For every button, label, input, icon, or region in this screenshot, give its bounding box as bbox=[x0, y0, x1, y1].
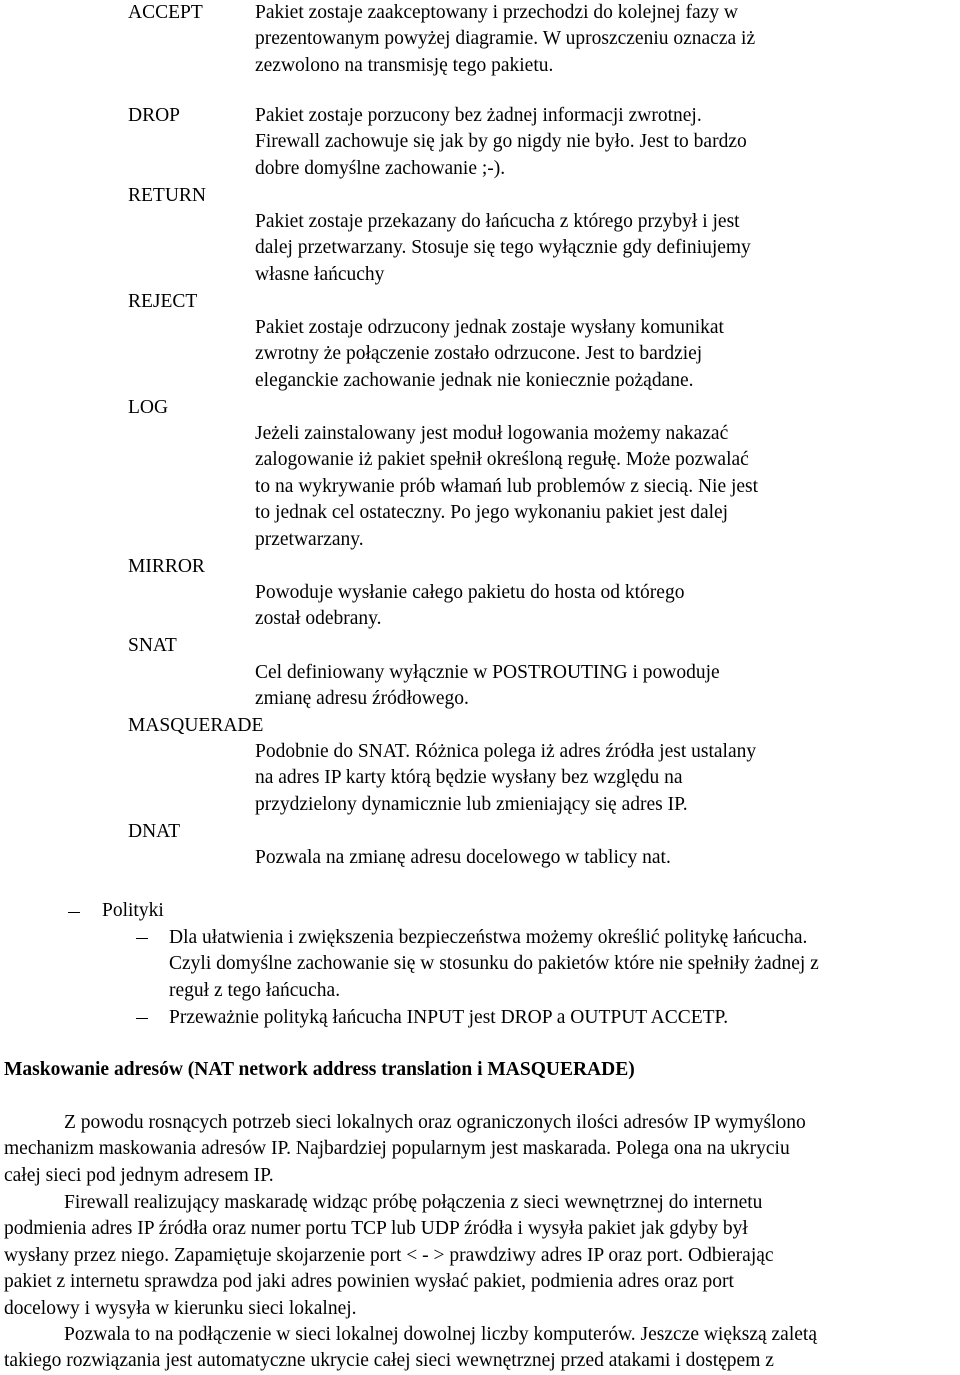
paragraph-line: pakiet z internetu sprawdza pod jaki adres powinien wysłać pakiet, podmienia adres oraz port bbox=[4, 1271, 734, 1293]
term-return: RETURN bbox=[128, 185, 206, 206]
desc-line: Cel definiowany wyłącznie w POSTROUTING i powoduje bbox=[255, 662, 720, 683]
paragraph-2 bbox=[4, 1190, 774, 1322]
desc-dnat bbox=[255, 845, 671, 871]
desc-masquerade bbox=[255, 739, 756, 818]
desc-reject bbox=[255, 315, 724, 394]
desc-return bbox=[255, 209, 751, 288]
list-line: reguł z tego łańcucha. bbox=[169, 979, 341, 1001]
desc-line: to na wykrywanie prób włamań lub problemów z siecią. Nie jest bbox=[255, 475, 759, 497]
desc-line: został odebrany. bbox=[255, 608, 382, 630]
paragraph-line: podmienia adres IP źródła oraz numer portu TCP lub UDP źródła i wysyła pakiet jak gdyby był bbox=[4, 1218, 748, 1240]
desc-line: Firewall zachowuje się jak by go nigdy nie było. Jest to bardzo bbox=[255, 131, 747, 153]
policies-item-1 bbox=[169, 925, 819, 1004]
desc-line: Powoduje wysłanie całego pakietu do hosta od którego bbox=[255, 582, 685, 603]
term-drop: DROP bbox=[128, 105, 181, 126]
desc-line: zmianę adresu źródłowego. bbox=[255, 688, 469, 710]
desc-line: na adres IP karty którą będzie wysłany bez względu na bbox=[255, 767, 683, 789]
term-masquerade: MASQUERADE bbox=[128, 715, 264, 736]
term-mirror: MIRROR bbox=[128, 556, 205, 577]
policies-item-2 bbox=[169, 1005, 728, 1031]
desc-line: Pakiet zostaje porzucony bez żadnej informacji zwrotnej. bbox=[255, 105, 702, 126]
desc-drop bbox=[255, 103, 747, 182]
paragraph-line: takiego rozwiązania jest automatyczne ukrycie całej sieci wewnętrznej przed atakami i dostępem z bbox=[4, 1350, 774, 1372]
list-dash-icon bbox=[136, 938, 148, 939]
term-accept: ACCEPT bbox=[128, 2, 203, 23]
desc-accept bbox=[255, 0, 755, 79]
desc-line: Pakiet zostaje odrzucony jednak zostaje wysłany komunikat bbox=[255, 317, 724, 338]
paragraph-line: Firewall realizujący maskaradę widząc próbę połączenia z sieci wewnętrznej do internetu bbox=[64, 1192, 763, 1213]
paragraph-1 bbox=[4, 1110, 806, 1189]
desc-line: dalej przetwarzany. Stosuje się tego wyłącznie gdy definiujemy bbox=[255, 237, 751, 259]
paragraph-line: Pozwala to na podłączenie w sieci lokalnej dowolnej liczby komputerów. Jeszcze większą zaletą bbox=[64, 1324, 817, 1345]
desc-line: Pakiet zostaje zaakceptowany i przechodzi do kolejnej fazy w bbox=[255, 2, 738, 23]
desc-line: własne łańcuchy bbox=[255, 263, 385, 285]
desc-line: eleganckie zachowanie jednak nie koniecznie pożądane. bbox=[255, 369, 694, 391]
desc-line: Pozwala na zmianę adresu docelowego w tablicy nat. bbox=[255, 847, 671, 868]
desc-line: Podobnie do SNAT. Różnica polega iż adres źródła jest ustalany bbox=[255, 741, 757, 762]
paragraph-line: wysłany przez niego. Zapamiętuje skojarzenie port < - > prawdziwy adres IP oraz port. Odbierając bbox=[4, 1244, 774, 1266]
section-heading: Maskowanie adresów (NAT network address translation i MASQUERADE) bbox=[4, 1059, 635, 1080]
desc-line: Jeżeli zainstalowany jest moduł logowania możemy nakazać bbox=[255, 423, 729, 444]
desc-line: przydzielony dynamicznie lub zmieniający się adres IP. bbox=[255, 793, 688, 815]
list-line: Przeważnie polityką łańcucha INPUT jest DROP a OUTPUT ACCETP. bbox=[169, 1007, 729, 1028]
desc-mirror bbox=[255, 580, 684, 633]
desc-line: przetwarzany. bbox=[255, 528, 364, 550]
term-log: LOG bbox=[128, 397, 169, 418]
desc-line: dobre domyślne zachowanie ;-). bbox=[255, 157, 506, 179]
desc-log bbox=[255, 421, 758, 553]
desc-line: zalogowanie iż pakiet spełnił określoną regułę. Może pozwalać bbox=[255, 449, 749, 471]
term-reject: REJECT bbox=[128, 291, 198, 312]
list-dash-icon bbox=[136, 1018, 148, 1019]
desc-snat bbox=[255, 660, 720, 713]
list-line: Dla ułatwienia i zwiększenia bezpieczeństwa możemy określić politykę łańcucha. bbox=[169, 927, 808, 948]
list-line: Czyli domyślne zachowanie się w stosunku do pakietów które nie spełniły żadnej z bbox=[169, 953, 819, 975]
list-dash-icon bbox=[68, 912, 80, 913]
desc-line: to jednak cel ostateczny. Po jego wykonaniu pakiet jest dalej bbox=[255, 502, 729, 524]
desc-line: Pakiet zostaje przekazany do łańcucha z którego przybył i jest bbox=[255, 211, 740, 232]
paragraph-line: mechanizm maskowania adresów IP. Najbardziej popularnym jest maskarada. Polega ona na ukryciu bbox=[4, 1138, 790, 1160]
term-snat: SNAT bbox=[128, 635, 177, 656]
policies-heading: Polityki bbox=[102, 900, 164, 921]
desc-line: prezentowanym powyżej diagramie. W uproszczeniu oznacza iż bbox=[255, 28, 756, 50]
paragraph-line: całej sieci pod jednym adresem IP. bbox=[4, 1164, 274, 1186]
paragraph-line: docelowy i wysyła w kierunku sieci lokalnej. bbox=[4, 1297, 357, 1319]
paragraph-line: Z powodu rosnących potrzeb sieci lokalnych oraz ograniczonych ilości adresów IP wymyślono bbox=[64, 1112, 806, 1133]
desc-line: zwrotny że połączenie zostało odrzucone. Jest to bardziej bbox=[255, 343, 703, 365]
term-dnat: DNAT bbox=[128, 821, 180, 842]
paragraph-3 bbox=[4, 1322, 817, 1375]
desc-line: zezwolono na transmisję tego pakietu. bbox=[255, 54, 554, 76]
